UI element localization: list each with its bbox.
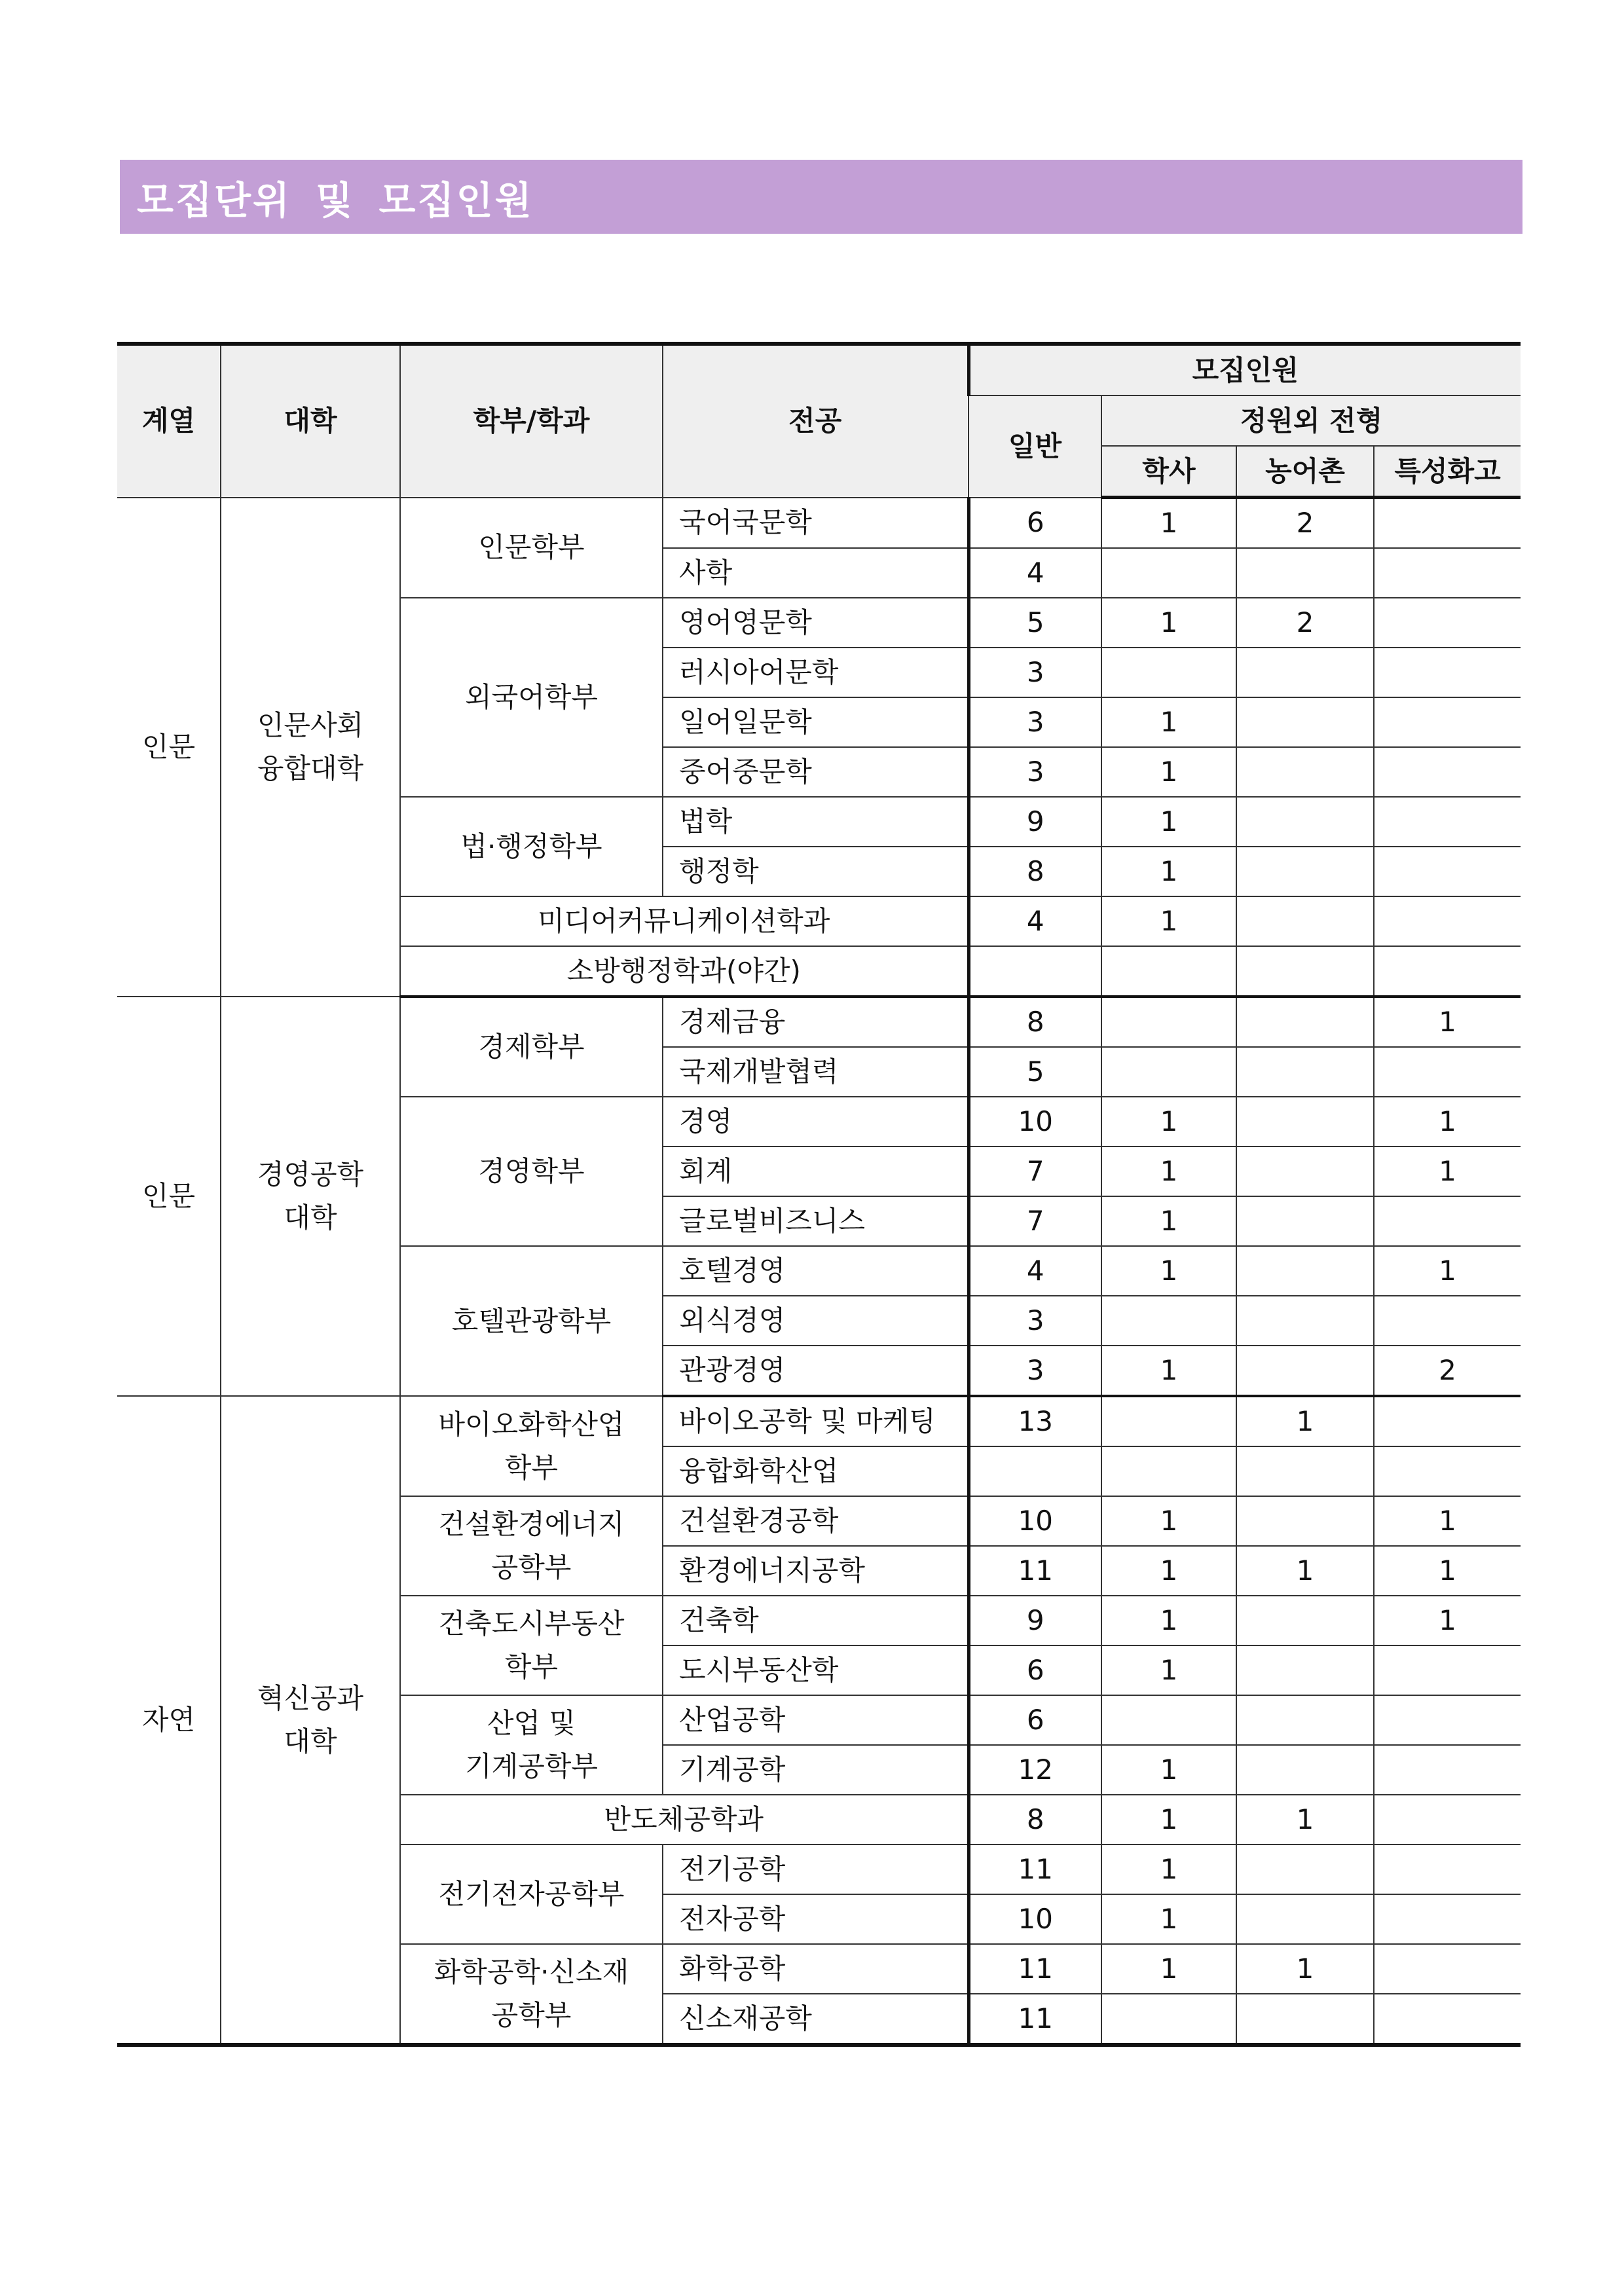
rural-count-cell [1236, 1894, 1374, 1944]
major-cell: 융합화학산업 [663, 1446, 969, 1496]
table-row [117, 498, 1521, 549]
bachelor-count-cell: 1 [1101, 1346, 1236, 1396]
school-cell: 소방행정학과(야간) [400, 946, 969, 997]
vocational-count-cell [1374, 1645, 1521, 1695]
vocational-count-cell [1374, 1047, 1521, 1097]
header-school: 학부/학과 [400, 344, 663, 498]
header-college: 대학 [221, 344, 400, 498]
major-cell: 경제금융 [663, 997, 969, 1047]
rural-count-cell: 2 [1236, 498, 1374, 549]
vocational-count-cell [1374, 548, 1521, 598]
vocational-count-cell: 1 [1374, 1496, 1521, 1546]
general-count-cell: 12 [969, 1745, 1101, 1795]
bachelor-count-cell: 1 [1101, 1496, 1236, 1546]
bachelor-count-cell [1101, 1296, 1236, 1346]
general-count-cell [969, 946, 1101, 997]
vocational-count-cell [1374, 1695, 1521, 1745]
bachelor-count-cell: 1 [1101, 1196, 1236, 1246]
bachelor-count-cell: 1 [1101, 1147, 1236, 1196]
vocational-count-cell [1374, 1196, 1521, 1246]
general-count-cell: 3 [969, 1346, 1101, 1396]
series-cell: 자연 [117, 1396, 221, 2045]
major-cell: 일어일문학 [663, 697, 969, 747]
rural-count-cell: 1 [1236, 1944, 1374, 1994]
header-bachelor: 학사 [1101, 446, 1236, 498]
bachelor-count-cell [1101, 1695, 1236, 1745]
rural-count-cell [1236, 1047, 1374, 1097]
major-cell: 산업공학 [663, 1695, 969, 1745]
rural-count-cell: 2 [1236, 598, 1374, 648]
bachelor-count-cell [1101, 946, 1236, 997]
bachelor-count-cell: 1 [1101, 1944, 1236, 1994]
major-cell: 경영 [663, 1097, 969, 1147]
rural-count-cell [1236, 1446, 1374, 1496]
general-count-cell: 4 [969, 548, 1101, 598]
rural-count-cell: 1 [1236, 1396, 1374, 1446]
major-cell: 관광경영 [663, 1346, 969, 1396]
vocational-count-cell: 1 [1374, 1246, 1521, 1296]
bachelor-count-cell: 1 [1101, 598, 1236, 648]
bachelor-count-cell: 1 [1101, 747, 1236, 797]
general-count-cell: 9 [969, 797, 1101, 847]
school-cell: 경제학부 [400, 997, 663, 1097]
rural-count-cell [1236, 1596, 1374, 1645]
general-count-cell: 10 [969, 1894, 1101, 1944]
major-cell: 국어국문학 [663, 498, 969, 549]
major-cell: 건설환경공학 [663, 1496, 969, 1546]
general-count-cell: 10 [969, 1496, 1101, 1546]
section-title-bar [120, 160, 1522, 234]
general-count-cell: 7 [969, 1147, 1101, 1196]
rural-count-cell [1236, 946, 1374, 997]
school-cell: 화학공학·신소재 공학부 [400, 1944, 663, 2045]
bachelor-count-cell: 1 [1101, 697, 1236, 747]
major-cell: 전자공학 [663, 1894, 969, 1944]
bachelor-count-cell: 1 [1101, 1645, 1236, 1695]
rural-count-cell [1236, 1695, 1374, 1745]
vocational-count-cell [1374, 847, 1521, 896]
bachelor-count-cell: 1 [1101, 1845, 1236, 1894]
rural-count-cell [1236, 847, 1374, 896]
vocational-count-cell: 1 [1374, 997, 1521, 1047]
rural-count-cell [1236, 1097, 1374, 1147]
vocational-count-cell [1374, 747, 1521, 797]
vocational-count-cell [1374, 498, 1521, 549]
major-cell: 도시부동산학 [663, 1645, 969, 1695]
bachelor-count-cell [1101, 1994, 1236, 2045]
rural-count-cell [1236, 747, 1374, 797]
rural-count-cell [1236, 1745, 1374, 1795]
rural-count-cell [1236, 1845, 1374, 1894]
general-count-cell: 10 [969, 1097, 1101, 1147]
general-count-cell: 3 [969, 747, 1101, 797]
general-count-cell: 8 [969, 847, 1101, 896]
general-count-cell: 8 [969, 1795, 1101, 1845]
rural-count-cell [1236, 896, 1374, 946]
school-cell: 경영학부 [400, 1097, 663, 1246]
major-cell: 화학공학 [663, 1944, 969, 1994]
rural-count-cell [1236, 697, 1374, 747]
major-cell: 호텔경영 [663, 1246, 969, 1296]
vocational-count-cell: 2 [1374, 1346, 1521, 1396]
school-cell: 바이오화학산업 학부 [400, 1396, 663, 1496]
table-row [117, 997, 1521, 1047]
vocational-count-cell [1374, 697, 1521, 747]
general-count-cell: 11 [969, 1546, 1101, 1596]
general-count-cell: 6 [969, 498, 1101, 549]
series-cell: 인문 [117, 997, 221, 1396]
rural-count-cell [1236, 1147, 1374, 1196]
general-count-cell: 5 [969, 1047, 1101, 1097]
rural-count-cell: 1 [1236, 1546, 1374, 1596]
bachelor-count-cell [1101, 648, 1236, 697]
general-count-cell: 8 [969, 997, 1101, 1047]
college-cell: 경영공학 대학 [221, 997, 400, 1396]
major-cell: 건축학 [663, 1596, 969, 1645]
major-cell: 외식경영 [663, 1296, 969, 1346]
major-cell: 기계공학 [663, 1745, 969, 1795]
bachelor-count-cell: 1 [1101, 498, 1236, 549]
vocational-count-cell [1374, 1944, 1521, 1994]
major-cell: 행정학 [663, 847, 969, 896]
vocational-count-cell [1374, 797, 1521, 847]
school-cell: 인문학부 [400, 498, 663, 598]
major-cell: 회계 [663, 1147, 969, 1196]
general-count-cell: 6 [969, 1645, 1101, 1695]
bachelor-count-cell [1101, 548, 1236, 598]
college-cell: 인문사회 융합대학 [221, 498, 400, 997]
vocational-count-cell [1374, 1845, 1521, 1894]
school-cell: 법·행정학부 [400, 797, 663, 896]
major-cell: 바이오공학 및 마케팅 [663, 1396, 969, 1446]
major-cell: 신소재공학 [663, 1994, 969, 2045]
rural-count-cell [1236, 797, 1374, 847]
general-count-cell: 4 [969, 896, 1101, 946]
vocational-count-cell: 1 [1374, 1147, 1521, 1196]
major-cell: 중어중문학 [663, 747, 969, 797]
rural-count-cell [1236, 1296, 1374, 1346]
vocational-count-cell [1374, 1795, 1521, 1845]
general-count-cell: 13 [969, 1396, 1101, 1446]
general-count-cell: 4 [969, 1246, 1101, 1296]
rural-count-cell [1236, 1645, 1374, 1695]
bachelor-count-cell: 1 [1101, 1246, 1236, 1296]
vocational-count-cell [1374, 648, 1521, 697]
bachelor-count-cell: 1 [1101, 1795, 1236, 1845]
school-cell: 건설환경에너지 공학부 [400, 1496, 663, 1596]
recruitment-table [117, 342, 1521, 2047]
vocational-count-cell: 1 [1374, 1097, 1521, 1147]
rural-count-cell [1236, 997, 1374, 1047]
page-title: 모집단위 및 모집인원 [137, 177, 534, 223]
general-count-cell: 3 [969, 1296, 1101, 1346]
bachelor-count-cell [1101, 997, 1236, 1047]
major-cell: 국제개발협력 [663, 1047, 969, 1097]
major-cell: 법학 [663, 797, 969, 847]
general-count-cell [969, 1446, 1101, 1496]
major-cell: 환경에너지공학 [663, 1546, 969, 1596]
bachelor-count-cell: 1 [1101, 896, 1236, 946]
bachelor-count-cell [1101, 1446, 1236, 1496]
bachelor-count-cell: 1 [1101, 1097, 1236, 1147]
vocational-count-cell [1374, 1994, 1521, 2045]
school-cell: 건축도시부동산 학부 [400, 1596, 663, 1695]
bachelor-count-cell [1101, 1047, 1236, 1097]
bachelor-count-cell [1101, 1396, 1236, 1446]
vocational-count-cell [1374, 896, 1521, 946]
school-cell: 미디어커뮤니케이션학과 [400, 896, 969, 946]
bachelor-count-cell: 1 [1101, 847, 1236, 896]
vocational-count-cell: 1 [1374, 1596, 1521, 1645]
bachelor-count-cell: 1 [1101, 1894, 1236, 1944]
bachelor-count-cell: 1 [1101, 797, 1236, 847]
major-cell: 글로벌비즈니스 [663, 1196, 969, 1246]
vocational-count-cell [1374, 1894, 1521, 1944]
rural-count-cell [1236, 1196, 1374, 1246]
header-vocational: 특성화고 [1374, 446, 1521, 498]
header-general: 일반 [969, 395, 1101, 498]
school-cell: 호텔관광학부 [400, 1246, 663, 1396]
vocational-count-cell [1374, 1296, 1521, 1346]
major-cell: 전기공학 [663, 1845, 969, 1894]
rural-count-cell [1236, 1246, 1374, 1296]
school-cell: 반도체공학과 [400, 1795, 969, 1845]
vocational-count-cell: 1 [1374, 1546, 1521, 1596]
school-cell: 전기전자공학부 [400, 1845, 663, 1944]
header-quota: 모집인원 [969, 344, 1521, 395]
general-count-cell: 3 [969, 648, 1101, 697]
rural-count-cell [1236, 648, 1374, 697]
series-cell: 인문 [117, 498, 221, 997]
general-count-cell: 11 [969, 1994, 1101, 2045]
general-count-cell: 11 [969, 1845, 1101, 1894]
table-body [117, 498, 1521, 2046]
general-count-cell: 7 [969, 1196, 1101, 1246]
general-count-cell: 6 [969, 1695, 1101, 1745]
header-series: 계열 [117, 344, 221, 498]
header-special: 정원외 전형 [1101, 395, 1521, 446]
table-header [117, 344, 1521, 498]
bachelor-count-cell: 1 [1101, 1596, 1236, 1645]
rural-count-cell [1236, 1994, 1374, 2045]
vocational-count-cell [1374, 946, 1521, 997]
vocational-count-cell [1374, 598, 1521, 648]
major-cell: 러시아어문학 [663, 648, 969, 697]
school-cell: 외국어학부 [400, 598, 663, 797]
general-count-cell: 11 [969, 1944, 1101, 1994]
bachelor-count-cell: 1 [1101, 1546, 1236, 1596]
general-count-cell: 9 [969, 1596, 1101, 1645]
header-major: 전공 [663, 344, 969, 498]
college-cell: 혁신공과 대학 [221, 1396, 400, 2045]
rural-count-cell: 1 [1236, 1795, 1374, 1845]
table-row [117, 1396, 1521, 1446]
vocational-count-cell [1374, 1446, 1521, 1496]
bachelor-count-cell: 1 [1101, 1745, 1236, 1795]
major-cell: 영어영문학 [663, 598, 969, 648]
rural-count-cell [1236, 1496, 1374, 1546]
major-cell: 사학 [663, 548, 969, 598]
header-rural: 농어촌 [1236, 446, 1374, 498]
rural-count-cell [1236, 548, 1374, 598]
vocational-count-cell [1374, 1745, 1521, 1795]
general-count-cell: 3 [969, 697, 1101, 747]
general-count-cell: 5 [969, 598, 1101, 648]
school-cell: 산업 및 기계공학부 [400, 1695, 663, 1795]
rural-count-cell [1236, 1346, 1374, 1396]
vocational-count-cell [1374, 1396, 1521, 1446]
